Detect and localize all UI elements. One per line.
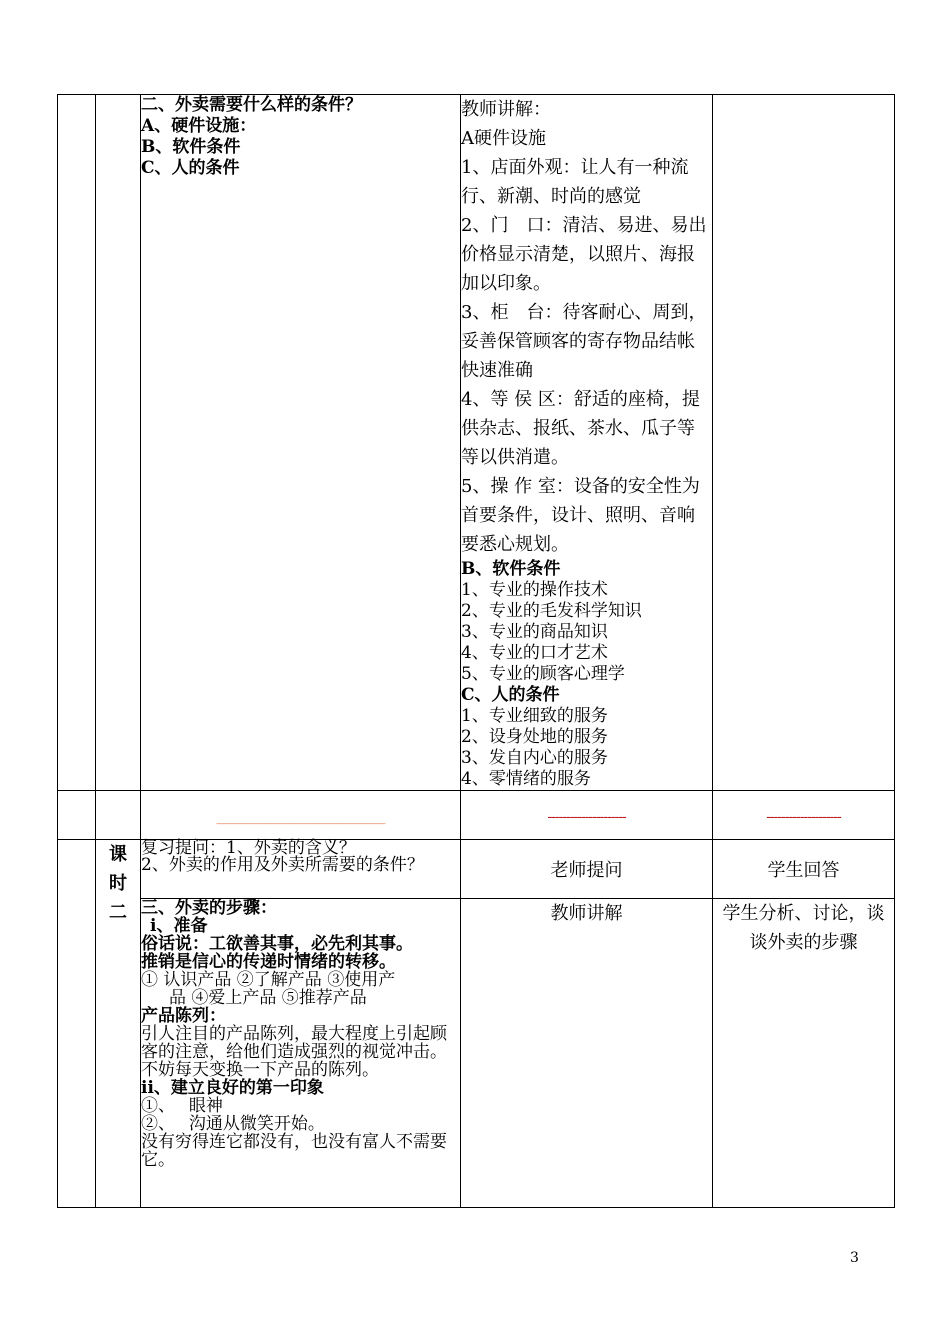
display-title: 产品陈列：	[141, 1006, 226, 1026]
topic-heading: 二、外卖需要什么样的条件？	[141, 95, 362, 115]
hardware-item: 1、店面外观：让人有一种流行、新潮、时尚的感觉	[461, 157, 689, 207]
student-cell	[713, 95, 895, 791]
sales-line: 推销是信心的传递时情绪的转移。	[141, 952, 396, 972]
hardware-item: 3、柜 台：待客耐心、周到，妥善保管顾客的寄存物品结帐快速准确	[461, 302, 707, 381]
step-title: ⅰ、准备	[150, 916, 208, 936]
software-item: 3、专业的商品知识	[461, 622, 608, 642]
steps-cell	[141, 899, 461, 1208]
software-item: 1、专业的操作技术	[461, 580, 608, 600]
people-title: C、人的条件	[461, 685, 560, 705]
blank-session-cell	[96, 95, 141, 791]
hardware-item: 5、操 作 室：设备的安全性为首要条件，设计、照明、音响要悉心规划。	[461, 476, 700, 555]
people-item: 2、设身处地的服务	[461, 727, 608, 747]
student-activity: 学生分析、讨论，谈谈外卖的步骤	[722, 903, 885, 953]
session-label-cell	[96, 840, 141, 1208]
hardware-item: 2、门 口：清洁、易进、易出价格显示清楚，以照片、海报加以印象。	[461, 215, 707, 294]
impression-item: ②、 沟通从微笑开始。	[141, 1114, 325, 1134]
product-steps: 品 ④爱上产品 ⑤推荐产品	[169, 988, 367, 1008]
divider-cell	[713, 791, 895, 840]
explanation-intro: 教师讲解：	[461, 99, 551, 120]
review-question: 2、外卖的作用及外卖所需要的条件？	[141, 855, 424, 875]
software-item: 5、专业的顾客心理学	[461, 664, 625, 684]
step-title: ⅱ、建立良好的第一印象	[141, 1078, 324, 1098]
people-item: 4、零情绪的服务	[461, 769, 591, 789]
hardware-title: A硬件设施	[461, 128, 546, 149]
people-item: 1、专业细致的服务	[461, 706, 608, 726]
table-row	[58, 95, 895, 791]
review-cell	[141, 840, 461, 899]
impression-item: ①、 眼神	[141, 1096, 223, 1116]
proverb: 俗话说：工欲善其事，必先利其事。	[141, 934, 413, 954]
review-question: 复习提问：1、外卖的含义？	[141, 838, 356, 858]
student-answer: 学生回答	[767, 860, 840, 881]
student-activity-cell	[713, 899, 895, 1208]
lesson-plan-table	[57, 94, 895, 1208]
software-item: 2、专业的毛发科学知识	[461, 601, 642, 621]
session-label-char: 时	[109, 873, 127, 894]
hardware-item: 4、等 侯 区：舒适的座椅，提供杂志、报纸、茶水、瓜子等等以供消遣。	[461, 389, 700, 468]
software-item: 4、专业的口才艺术	[461, 643, 608, 663]
blank-column-cell	[58, 840, 96, 1208]
topic-item-hardware: A、硬件设施：	[141, 116, 257, 136]
session-label-char: 课	[109, 844, 127, 865]
explanation-cell	[461, 95, 713, 791]
topic-cell	[141, 95, 461, 791]
table-row	[58, 899, 895, 1208]
steps-heading: 三、外卖的步骤：	[141, 898, 277, 918]
smile-saying: 没有穷得连它都没有，也没有富人不需要它。	[141, 1132, 447, 1170]
teacher-explain-cell	[461, 899, 713, 1208]
teacher-explain: 教师讲解	[550, 903, 623, 924]
divider-line: ____________________________	[216, 808, 385, 825]
table-row	[58, 791, 895, 840]
blank-session-cell	[96, 791, 141, 840]
topic-item-people: C、人的条件	[141, 158, 240, 178]
teacher-question-cell	[461, 840, 713, 899]
blank-column-cell	[58, 791, 96, 840]
divider-cell	[141, 791, 461, 840]
people-item: 3、发自内心的服务	[461, 748, 608, 768]
divider-line: --------------------	[766, 808, 841, 825]
software-title: B、软件条件	[461, 559, 561, 579]
student-answer-cell	[713, 840, 895, 899]
teacher-question: 老师提问	[550, 860, 623, 881]
divider-line: ---------------------	[547, 808, 626, 825]
product-steps: ① 认识产品 ②了解产品 ③使用产	[141, 970, 396, 990]
table-row	[58, 840, 895, 899]
session-label-char: 二	[109, 902, 127, 923]
blank-column-cell	[58, 95, 96, 791]
display-text: 引人注目的产品陈列，最大程度上引起顾客的注意，给他们造成强烈的视觉冲击。不妨每天变换一下产品的陈列。	[141, 1024, 447, 1080]
divider-cell	[461, 791, 713, 840]
page-number: 3	[850, 1250, 859, 1266]
topic-item-software: B、软件条件	[141, 137, 241, 157]
